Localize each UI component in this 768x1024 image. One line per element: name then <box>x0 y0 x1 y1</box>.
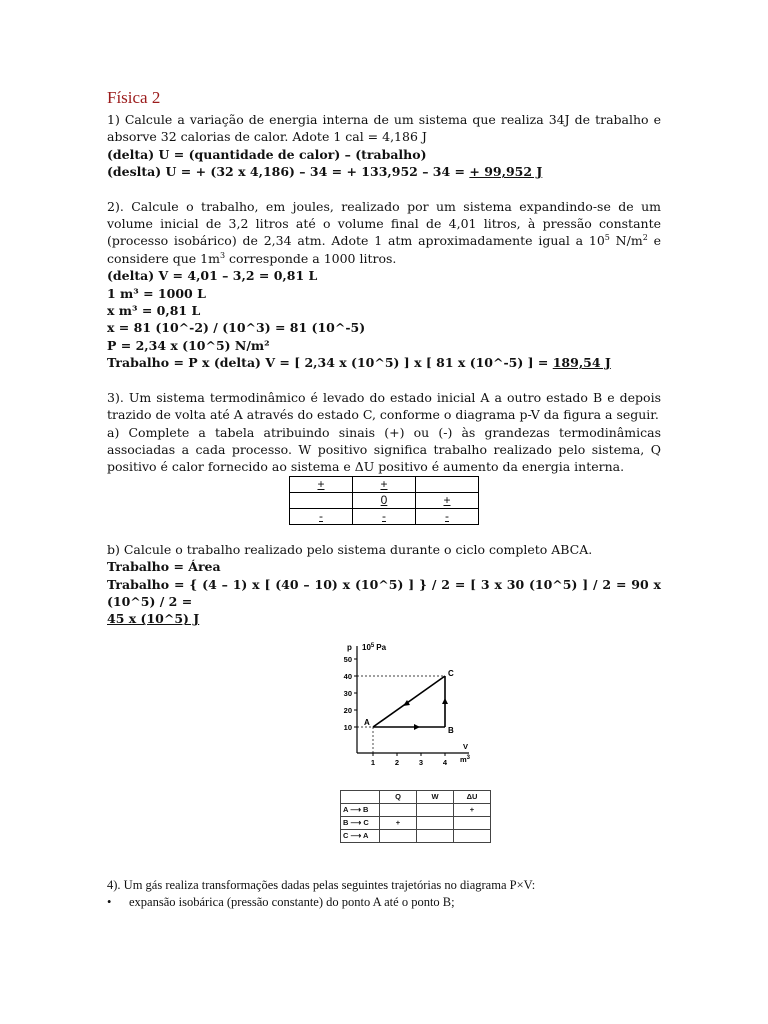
page-title: Física 2 <box>107 88 161 107</box>
pv-diagram <box>317 638 487 778</box>
question-1-calculation <box>107 163 661 180</box>
y-tick-label: 40 <box>343 671 352 681</box>
question-2-line: x m³ = 0,81 L <box>107 303 201 319</box>
question-1-formula: (delta) U = (quantidade de calor) – (trabalho) <box>107 146 427 162</box>
question-4-list <box>107 894 661 911</box>
sign-cell: + <box>290 476 353 492</box>
question-1-answer: + 99,952 J <box>469 164 543 180</box>
sign-cell: - <box>290 508 353 524</box>
y-tick-label: 20 <box>343 705 352 715</box>
row-header-cell: A ⟶ B <box>341 803 380 816</box>
y-tick-labels <box>344 655 352 732</box>
point-b-label: B <box>448 725 454 735</box>
question-1-text: 1) Calcule a variação de energia interna de um sistema que realiza 34J de trabalho e absorve 32 calorias de calor. Adote 1 cal = 4,186 J <box>107 112 661 145</box>
question-3b-answer: 45 x (10^5) J <box>107 611 200 627</box>
table-row <box>341 790 491 803</box>
x-tick-label: 3 <box>418 757 424 767</box>
sign-cell: - <box>353 508 416 524</box>
arrow-a-to-b <box>414 724 420 730</box>
question-2-line: x = 81 (10^-2) / (10^3) = 81 (10^-5) <box>107 320 366 336</box>
sign-cell <box>290 492 353 508</box>
guide-lines <box>357 676 445 753</box>
y-tick-label: 30 <box>343 688 352 698</box>
table-row <box>341 803 491 816</box>
row-header-cell: C ⟶ A <box>341 829 380 842</box>
table-cell: + <box>380 816 417 829</box>
table-cell <box>380 829 417 842</box>
bullet-icon: • <box>107 895 112 910</box>
row-header-cell: B ⟶ C <box>341 816 380 829</box>
y-unit: $10^5$ Pa <box>362 642 387 652</box>
arrow-b-to-c <box>442 698 448 704</box>
table-cell <box>417 829 454 842</box>
sign-cell: + <box>416 492 479 508</box>
question-1-calc-text: (deslta) U = + (32 x 4,186) – 34 = + 133,952 – 34 = <box>107 164 470 180</box>
table-cell: + <box>454 803 491 816</box>
point-c-label: C <box>448 668 454 678</box>
table-cell <box>454 829 491 842</box>
table-row <box>290 508 479 524</box>
sign-table <box>289 476 479 525</box>
x-tick-label: 2 <box>394 757 400 767</box>
question-3a-text: a) Complete a tabela atribuindo sinais (+) ou (-) às grandezas termodinâmicas associadas a cada processo. W positivo significa trabalho realizado pelo sistema, Q positivo é calor fornecido ao sistema e ΔU positivo é aumento da energia interna. <box>107 424 661 475</box>
question-2-line: (delta) V = 4,01 – 3,2 = 0,81 L <box>107 268 318 284</box>
question-3b-text: b) Calcule o trabalho realizado pelo sistema durante o ciclo completo ABCA. <box>107 541 593 557</box>
table-row <box>341 816 491 829</box>
table-cell <box>454 816 491 829</box>
header-cell: W <box>417 790 454 803</box>
question-3b-line1: Trabalho = Área <box>107 559 221 575</box>
x-tick-label: 4 <box>442 757 448 767</box>
x-unit: $m^3$ <box>460 754 471 764</box>
document-page <box>107 88 661 911</box>
question-2-answer: 189,54 J <box>552 355 611 371</box>
header-cell: Q <box>380 790 417 803</box>
header-cell: ΔU <box>454 790 491 803</box>
question-2-text: 2). Calcule o trabalho, em joules, realizado por um sistema expandindo-se de um volume inicial de 3,2 litros até o volume final de 4,01 litros, à pressão constante (processo isobárico) de 2,34 atm. Adote 1 atm aproximadamente igual a $10^5$ $N/m^2$ e considere que $1m^3$ corresponde a 1000 litros. <box>107 198 661 266</box>
table-cell <box>417 816 454 829</box>
cycle-path <box>373 676 445 727</box>
table-cell <box>417 803 454 816</box>
x-axis-label: V <box>463 741 469 751</box>
y-tick-label: 10 <box>343 722 352 732</box>
header-cell <box>341 790 380 803</box>
sign-cell: + <box>353 476 416 492</box>
y-tick-label: 50 <box>343 654 352 664</box>
x-tick-label: 1 <box>370 757 376 767</box>
question-4-text: 4). Um gás realiza transformações dadas pelas seguintes trajetórias no diagrama P×V: <box>107 877 536 892</box>
question-2-work: Trabalho = P x (delta) V = [ 2,34 x (10^5) ] x [ 81 x (10^-5) ] = 189,54 J <box>107 355 611 371</box>
question-2-line: 1 m³ = 1000 L <box>107 285 206 301</box>
process-table <box>340 790 491 843</box>
point-a-label: A <box>364 717 370 727</box>
table-row <box>290 492 479 508</box>
x-tick-labels <box>371 758 448 767</box>
question-3b-line2: Trabalho = { (4 – 1) x [ (40 – 10) x (10^5) ] } / 2 = [ 3 x 30 (10^5) ] / 2 = 90 x (10^5) / 2 = <box>107 576 661 609</box>
table-row <box>341 829 491 842</box>
sign-cell: - <box>416 508 479 524</box>
list-item: • expansão isobárica (pressão constante) do ponto A até o ponto B; <box>107 895 455 910</box>
sign-cell <box>416 476 479 492</box>
sign-cell: 0 <box>353 492 416 508</box>
question-3-text: 3). Um sistema termodinâmico é levado do estado inicial A a outro estado B e depois trazido de volta até A através do estado C, conforme o diagrama p-V da figura a seguir. <box>107 389 661 423</box>
question-2-line: P = 2,34 x (10^5) N/m² <box>107 337 270 353</box>
table-cell <box>380 803 417 816</box>
y-axis-label: p <box>347 642 352 652</box>
table-row <box>290 476 479 492</box>
